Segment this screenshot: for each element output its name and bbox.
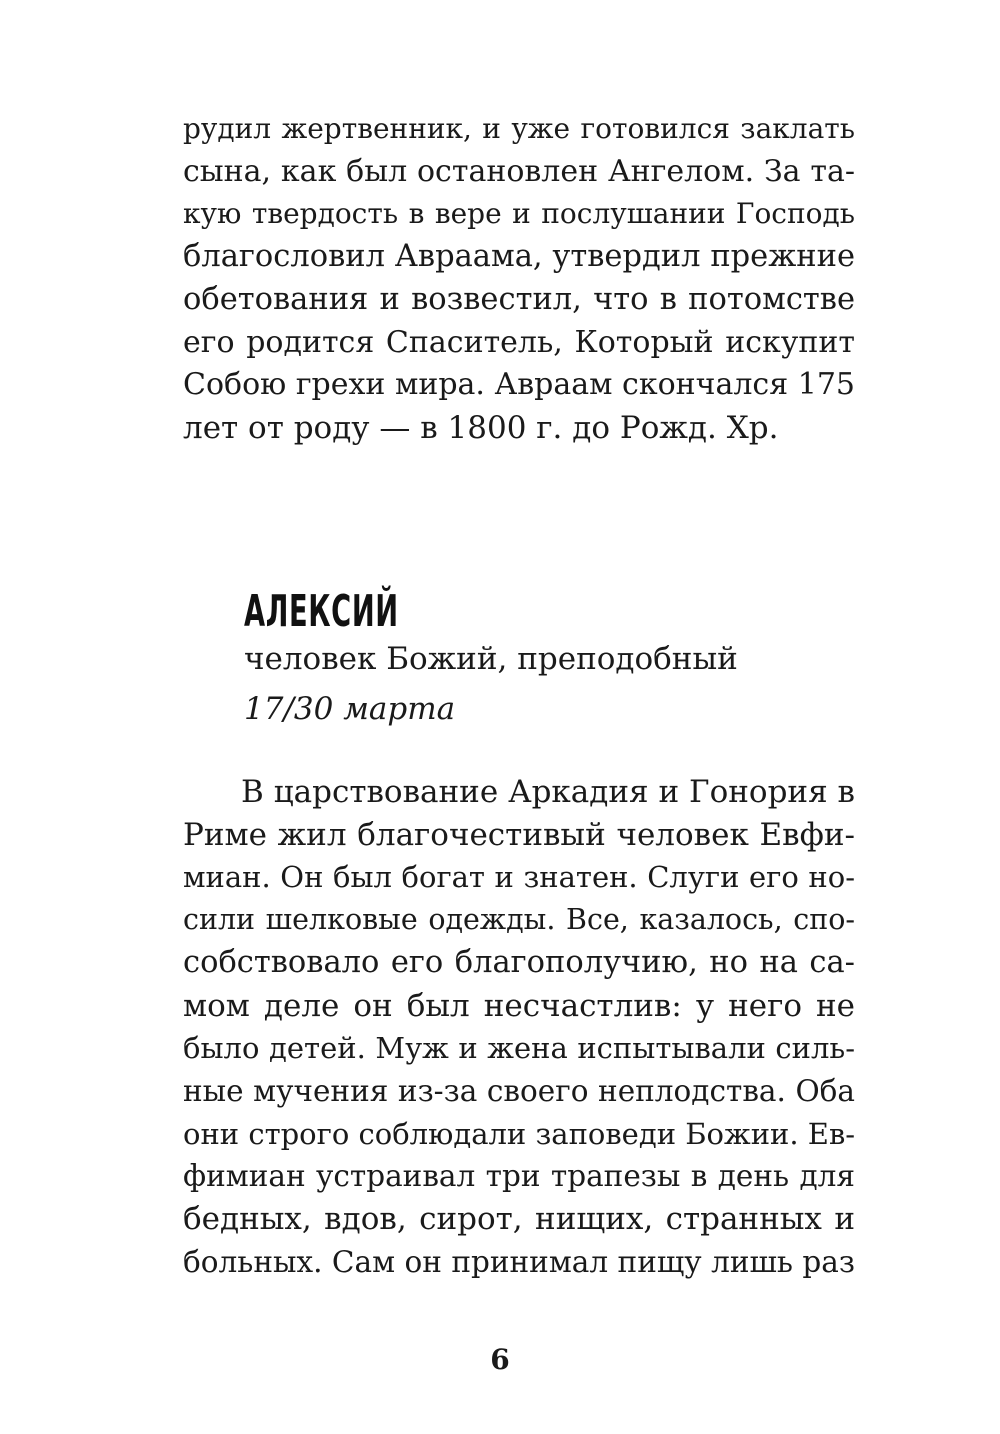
text-line: кую твердость в вере и послушании Господь — [183, 197, 855, 231]
text-line: ные мучения из-за своего неплодства. Оба — [183, 1073, 855, 1108]
text-line: сили шелковые одежды. Все, казалось, спо- — [183, 903, 855, 937]
previous-paragraph — [183, 108, 855, 450]
section-title: АЛЕКСИЙ — [244, 586, 399, 637]
text-line: сына, как был остановлен Ангелом. За та- — [183, 153, 855, 189]
section-subtitle: человек Божий, преподобный — [244, 641, 738, 677]
text-line: его родится Спаситель, Который искупит — [183, 324, 855, 360]
text-line: мом деле он был несчастлив: у него не — [183, 987, 855, 1024]
feast-date: 17/30 марта — [244, 691, 456, 727]
text-line: Собою грехи мира. Авраам скончался 175 — [183, 367, 855, 403]
text-line: лет от роду — в 1800 г. до Рожд. Хр. — [183, 409, 779, 446]
text-line: благословил Авраама, утвердил прежние — [183, 239, 855, 275]
main-paragraph — [183, 771, 855, 1283]
text-line: собствовало его благополучию, но на са- — [183, 944, 855, 980]
text-line: рудил жертвенник, и уже готовился заклать — [183, 112, 855, 145]
text-line: было детей. Муж и жена испытывали силь- — [183, 1031, 855, 1066]
page-number: 6 — [490, 1343, 510, 1376]
text-line: обетования и возвестил, что в потомстве — [183, 281, 855, 317]
text-line: фимиан устраивал три трапезы в день для — [183, 1159, 855, 1194]
text-line: В царствование Аркадия и Гонория в — [241, 774, 855, 810]
text-line: Риме жил благочестивый человек Евфи- — [183, 816, 855, 853]
text-line: они строго соблюдали заповеди Божии. Ев- — [183, 1116, 856, 1151]
text-line: больных. Сам он принимал пищу лишь раз — [183, 1244, 855, 1279]
text-line: бедных, вдов, сирот, нищих, странных и — [183, 1201, 855, 1238]
text-line: миан. Он был богат и знатен. Слуги его но- — [183, 860, 855, 895]
